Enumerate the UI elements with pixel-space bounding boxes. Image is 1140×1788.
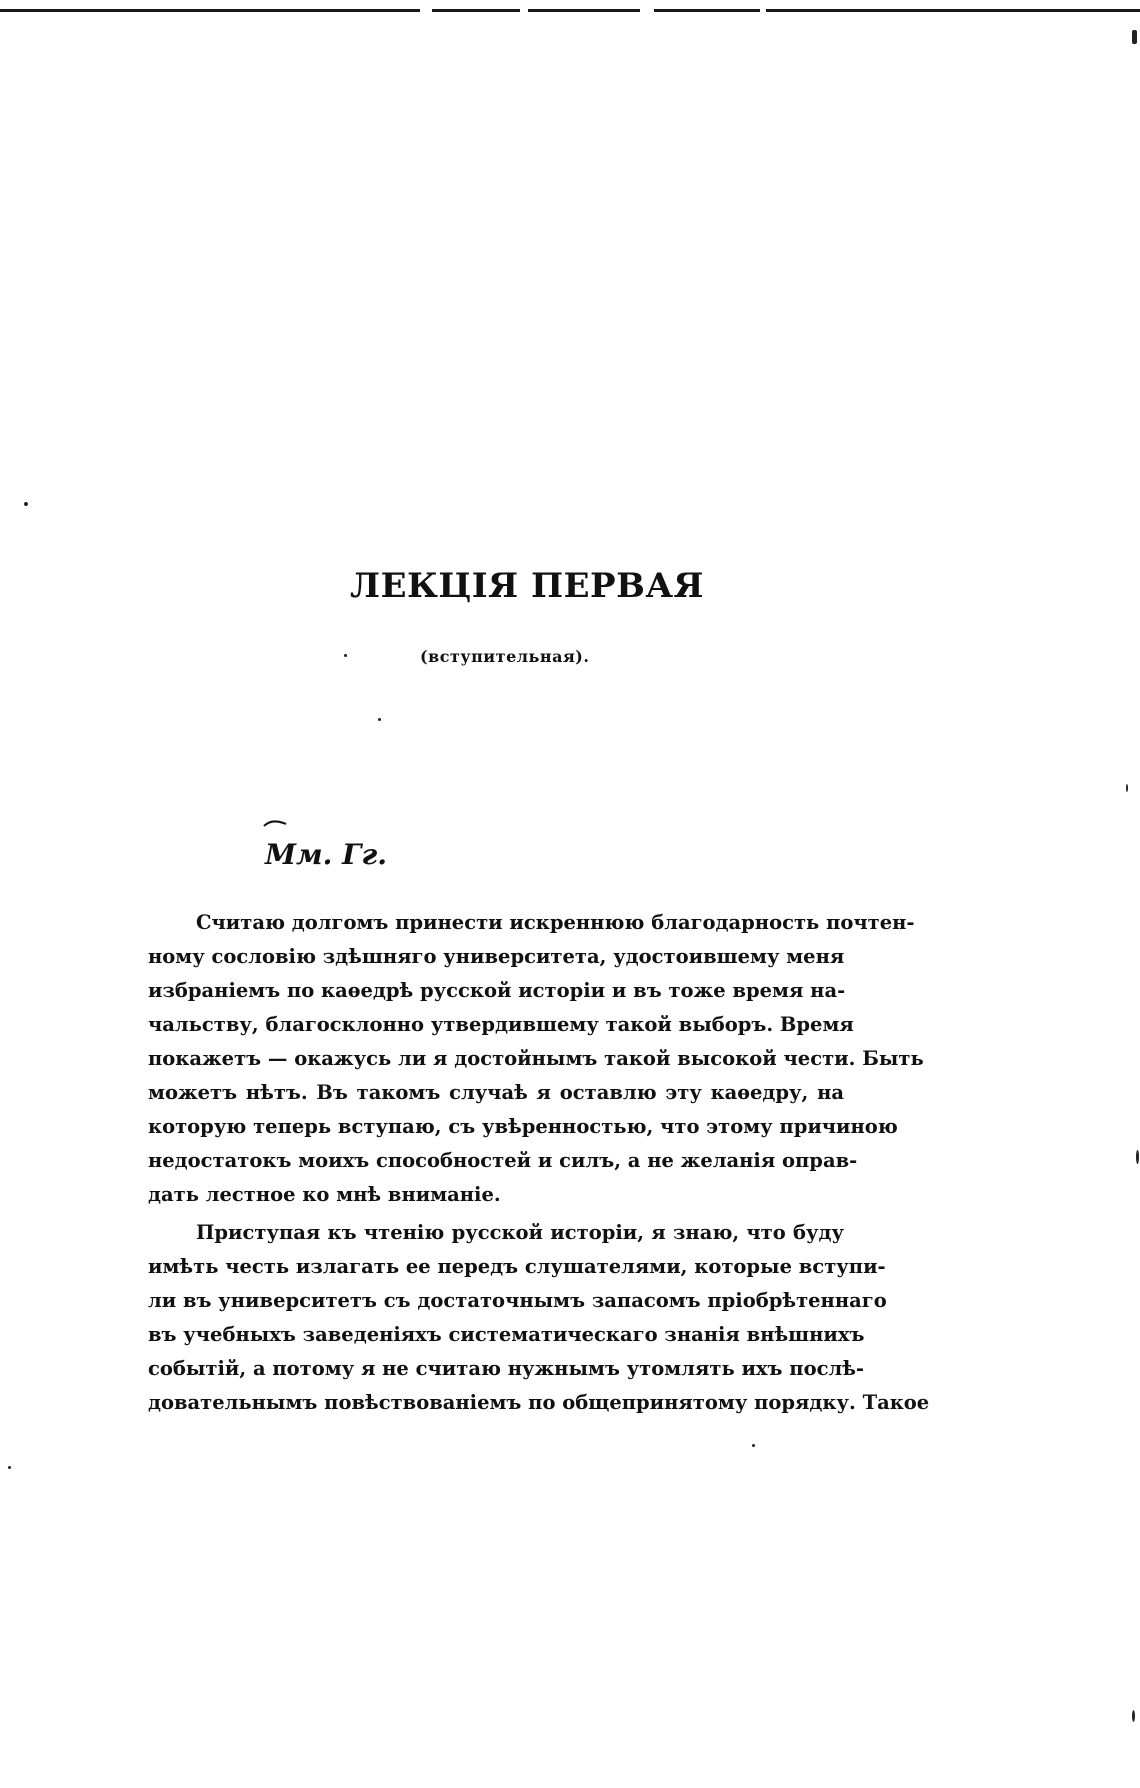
text-line: можетъ нѣтъ. Въ такомъ случаѣ я оставлю эту каѳедру, на	[148, 1081, 844, 1104]
text-line: Приступая къ чтенію русской исторіи, я знаю, что буду	[196, 1221, 844, 1244]
scan-speck	[8, 1466, 11, 1469]
lecture-title: ЛЕКЦІЯ ПЕРВАЯ	[350, 566, 704, 606]
text-line: избраніемъ по каѳедрѣ русской исторіи и въ тоже время на-	[148, 979, 846, 1002]
text-line: покажетъ — окажусь ли я достойнымъ такой высокой чести. Быть	[148, 1047, 924, 1070]
text-line: дать лестное ко мнѣ вниманіе.	[148, 1183, 501, 1206]
scan-speck	[1126, 784, 1128, 792]
text-line: ному сословію здѣшняго университета, удостоившему меня	[148, 945, 845, 968]
lecture-subtitle: (вступительная).	[420, 647, 590, 666]
scan-speck	[1132, 30, 1137, 44]
tilde-mark	[262, 818, 288, 828]
text-line: ли въ университетъ съ достаточнымъ запасомъ пріобрѣтеннаго	[148, 1289, 887, 1312]
text-line: событій, а потому я не считаю нужнымъ утомлять ихъ послѣ-	[148, 1357, 865, 1380]
text-line: которую теперь вступаю, съ увѣренностью, что этому причиною	[148, 1115, 898, 1138]
scan-speck	[24, 502, 28, 506]
text-line: чальству, благосклонно утвердившему такой выборъ. Время	[148, 1013, 854, 1036]
text-line: недостатокъ моихъ способностей и силъ, а не желанія оправ-	[148, 1149, 858, 1172]
scan-speck	[378, 718, 381, 721]
text-line: въ учебныхъ заведеніяхъ систематическаго знанія внѣшнихъ	[148, 1323, 865, 1346]
scan-speck	[1136, 1150, 1139, 1164]
scan-speck	[1132, 1710, 1135, 1722]
text-line: довательнымъ повѣствованіемъ по общепринятому порядку. Такое	[148, 1391, 930, 1414]
text-line: Считаю долгомъ принести искреннюю благодарность почтен-	[196, 911, 915, 934]
text-line: имѣть честь излагать ее передъ слушателями, которые вступи-	[148, 1255, 886, 1278]
scan-speck	[752, 1444, 755, 1447]
scan-speck	[344, 654, 347, 657]
salutation: Мм. Гг.	[265, 838, 387, 871]
scan-edge-rule	[0, 8, 1140, 14]
